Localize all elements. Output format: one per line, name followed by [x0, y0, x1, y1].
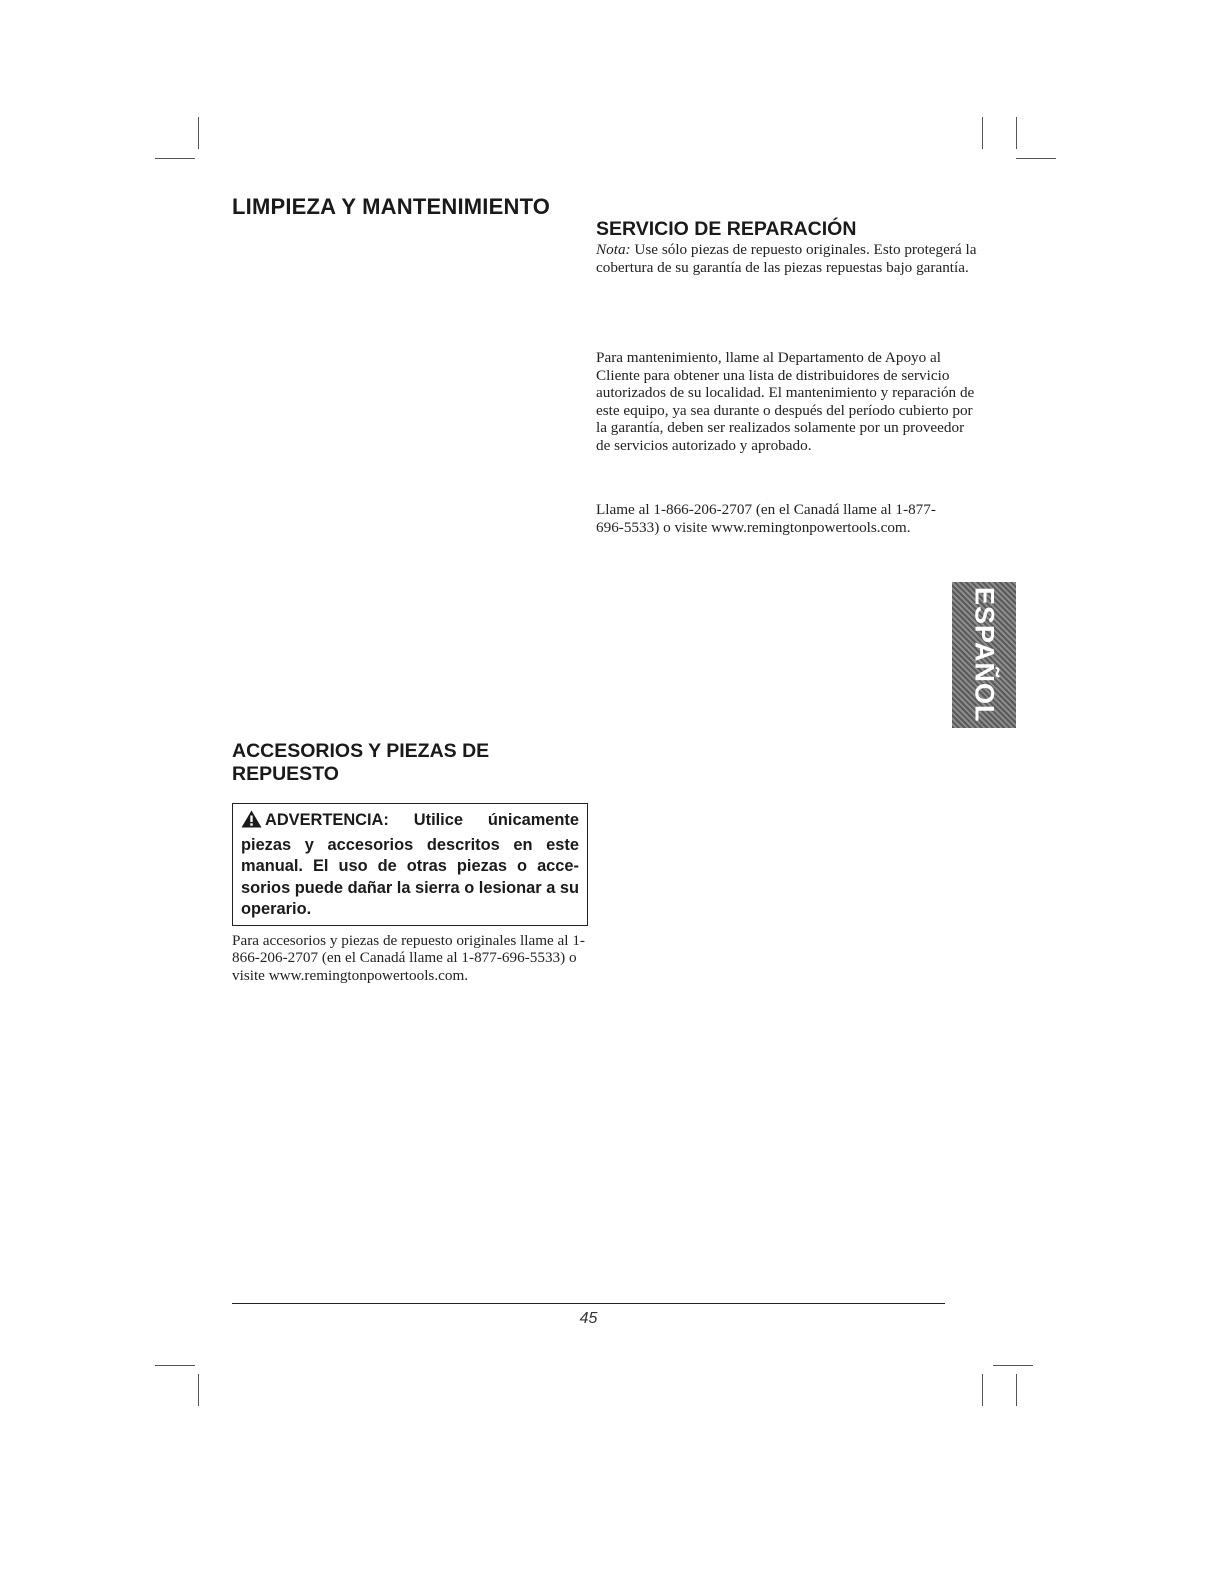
language-tab-label: ESPAÑOL [969, 587, 1000, 723]
note-label: Nota: [596, 241, 631, 258]
crop-mark [1016, 1374, 1017, 1406]
repair-paragraph-contact: Llame al 1-866-206-2707 (en el Canadá llame al 1-877-696-5533) o visite www.remingtonpowertools.com. [596, 501, 936, 536]
repair-note [596, 241, 980, 276]
accessories-body: Para accesorios y piezas de repuesto originales llame al 1-866-206-2707 (en el Canadá llame al 1-877-696-5533) o visite www.remingtonpowertools.com. [232, 931, 585, 984]
accessories-section [232, 740, 588, 984]
crop-mark [155, 1365, 195, 1366]
note-text: Use sólo piezas de repuesto originales. Esto protegerá la cobertura de su garantía de las piezas repuestas bajo garantía. [596, 241, 977, 276]
crop-mark [1016, 117, 1017, 149]
page-title: LIMPIEZA Y MANTENIMIENTO [232, 194, 551, 219]
crop-mark [1016, 158, 1056, 159]
footer-rule [232, 1303, 945, 1304]
accessories-heading [232, 740, 588, 786]
crop-mark [155, 158, 195, 159]
warning-box [232, 803, 588, 926]
crop-mark [993, 1365, 1033, 1366]
repair-section [596, 218, 980, 536]
accessories-heading-line2: REPUESTO [232, 763, 339, 785]
accessories-heading-line1: ACCESORIOS Y PIEZAS DE [232, 740, 490, 762]
crop-mark [982, 1374, 983, 1406]
repair-heading: SERVICIO DE REPARACIÓN [596, 218, 857, 240]
crop-mark [198, 1374, 199, 1406]
crop-mark [198, 117, 199, 149]
page-number: 45 [579, 1310, 598, 1327]
warning-triangle-icon [241, 810, 262, 835]
crop-mark [982, 117, 983, 149]
language-tab [952, 582, 1016, 728]
repair-paragraph-maintenance: Para mantenimiento, llame al Departamento de Apoyo al Cliente para obtener una lista de distribuidores de servicio autorizados de su localidad. El mantenimiento y reparación de este equipo, ya sea durante o después del período cubierto por la garantía, deben ser realizados solamente por un proveedor de servicios autorizado y aprobado. [596, 349, 975, 454]
warning-text: Utilice únicamente piezas y accesorios descritos en este manual. El uso de otras piezas o acce-sorios puede dañar la sierra o lesionar a su operario. [241, 811, 579, 918]
warning-label: ADVERTENCIA: [265, 811, 389, 829]
